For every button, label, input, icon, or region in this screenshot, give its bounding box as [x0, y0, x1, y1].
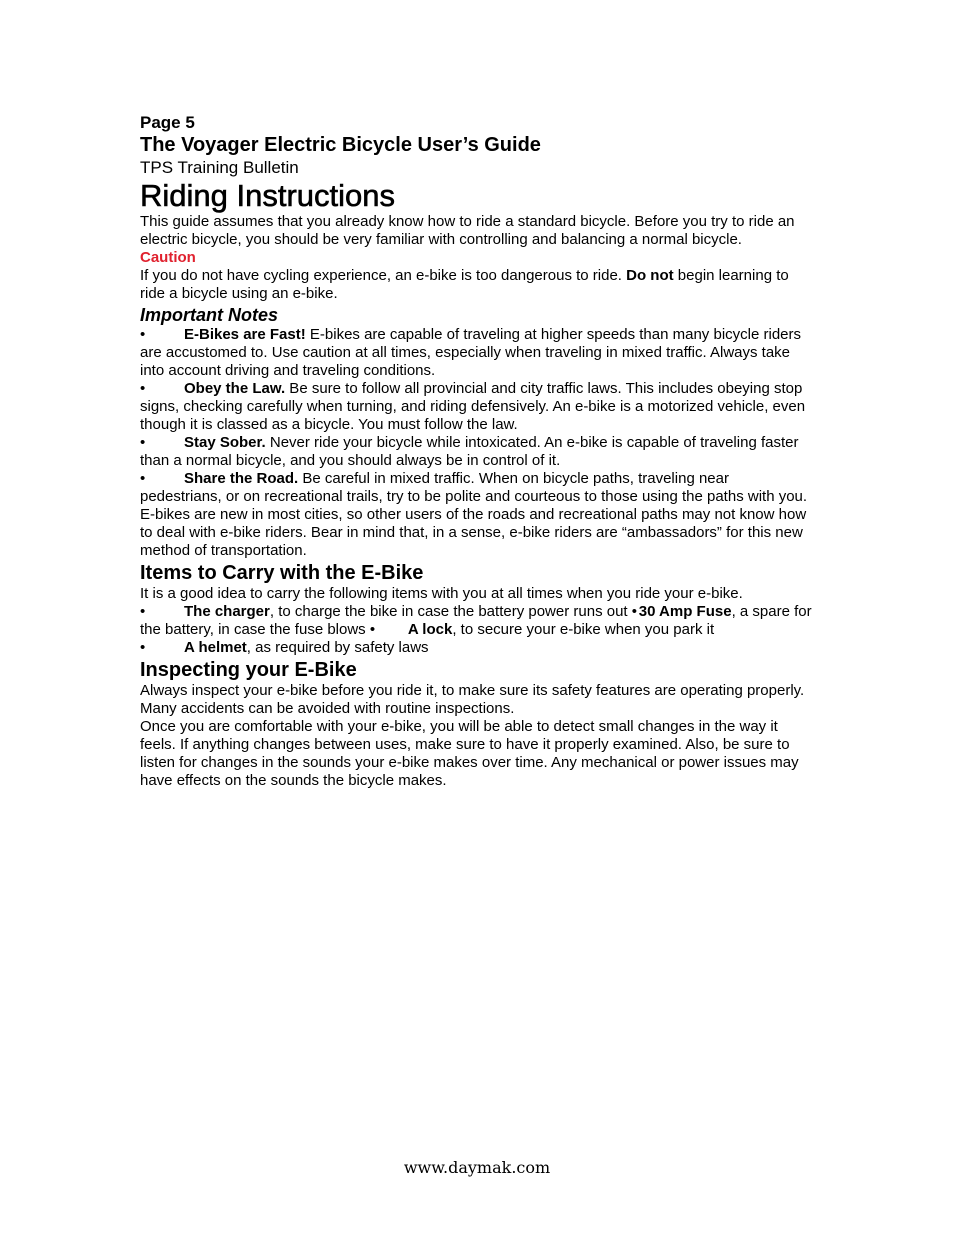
- note-bold: Share the Road.: [184, 470, 299, 487]
- bullet: •: [631, 603, 638, 620]
- document-page: [140, 112, 814, 790]
- carry-item-text: , to secure your e-bike when you park it: [452, 621, 715, 638]
- inspect-paragraph-2: Once you are comfortable with your e-bike, you will be able to detect small changes in the way it feels. If anything changes between uses, make sure to have it properly examined. Also, be sure to listen for changes in the sounds your e-bike makes over time. Any mechanical or power issues may have effects on the sounds the bicycle makes.: [140, 718, 799, 789]
- bullet: •: [140, 434, 146, 451]
- note-item: [140, 470, 814, 560]
- note-bold: Obey the Law.: [184, 380, 286, 397]
- carry-list-last: [140, 639, 814, 657]
- caution-label: Caution: [140, 249, 196, 266]
- bullet: •: [140, 380, 146, 397]
- caution-text-before: If you do not have cycling experience, an e-bike is too dangerous to ride.: [140, 267, 627, 284]
- bullet: •: [369, 621, 376, 638]
- note-text: Never ride your bicycle while intoxicated. An e-bike is capable of traveling faster than a normal bicycle, and you should always be in control of it.: [140, 434, 799, 469]
- carry-item-bold: A helmet: [184, 639, 247, 656]
- carry-intro: It is a good idea to carry the following items with you at all times when you ride your e-bike.: [140, 585, 743, 602]
- important-notes-heading: Important Notes: [140, 305, 279, 325]
- bullet: •: [140, 470, 146, 487]
- note-text: E-bikes are capable of traveling at higher speeds than many bicycle riders are accustomed to. Use caution at all times, especially when traveling in mixed traffic. Always take into account driving and traveling conditions.: [140, 326, 801, 379]
- note-bold: E-Bikes are Fast!: [184, 326, 306, 343]
- caution-bold: Do not: [626, 267, 674, 284]
- note-bold: Stay Sober.: [184, 434, 266, 451]
- caution-text-after: begin learning to ride a bicycle using an e-bike.: [140, 267, 789, 302]
- guide-title: The Voyager Electric Bicycle User’s Guide: [140, 134, 541, 156]
- bulletin-label: TPS Training Bulletin: [140, 158, 299, 177]
- footer-url: www.daymak.com: [403, 1158, 551, 1177]
- inspect-heading: Inspecting your E-Bike: [140, 659, 357, 681]
- page-title: Riding Instructions: [140, 178, 396, 213]
- inspect-paragraph-1: Always inspect your e-bike before you ride it, to make sure its safety features are operating properly. Many accidents can be avoided with routine inspections.: [140, 682, 805, 717]
- caution-paragraph: [140, 267, 814, 303]
- carry-list: [140, 603, 814, 639]
- carry-item-text: , as required by safety laws: [246, 639, 429, 656]
- carry-item-bold: A lock: [407, 621, 453, 638]
- bullet: •: [140, 603, 146, 620]
- note-item: [140, 380, 814, 434]
- note-item: [140, 326, 814, 380]
- note-item: [140, 434, 814, 470]
- carry-heading: Items to Carry with the E-Bike: [140, 562, 424, 584]
- page-number: Page 5: [140, 113, 195, 132]
- bullet: •: [140, 639, 146, 656]
- intro-paragraph: This guide assumes that you already know how to ride a standard bicycle. Before you try to ride an electric bicycle, you should be very familiar with controlling and balancing a normal bicycle.: [140, 213, 795, 248]
- carry-item-text: , to charge the bike in case the battery power runs out: [269, 603, 628, 620]
- carry-item-text: , a spare for the battery, in case the fuse blows: [140, 603, 812, 638]
- carry-item-bold: 30 Amp Fuse: [638, 603, 732, 620]
- note-text: Be sure to follow all provincial and city traffic laws. This includes obeying stop signs, checking carefully when turning, and riding defensively. An e-bike is a motorized vehicle, even though it is classed as a bicycle. You must follow the law.: [140, 380, 806, 433]
- note-text: Be careful in mixed traffic. When on bicycle paths, traveling near pedestrians, or on recreational trails, try to be polite and courteous to those using the paths with you. E-bikes are new in most cities, so other users of the roads and recreational paths may not know how to deal with e-bike riders. Bear in mind that, in a sense, e-bike riders are “ambassadors” for this new method of transportation.: [140, 470, 808, 559]
- carry-item-bold: The charger: [184, 603, 270, 620]
- bullet: •: [140, 326, 146, 343]
